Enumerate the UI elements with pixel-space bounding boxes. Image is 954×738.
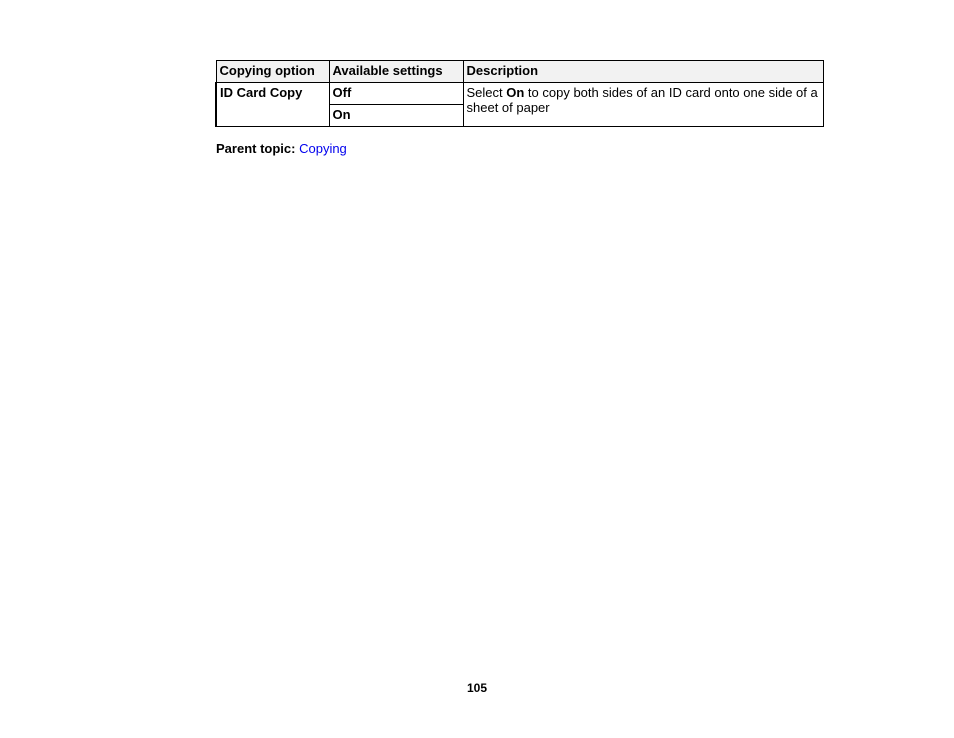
parent-topic-label: Parent topic:	[216, 141, 296, 156]
page-number: 105	[466, 681, 488, 695]
description-prefix: Select	[466, 85, 507, 100]
setting-off: Off	[329, 83, 463, 105]
table-header-row	[216, 61, 824, 83]
table-row	[216, 83, 824, 105]
copy-settings-table	[215, 60, 824, 127]
header-copying-option: Copying option	[216, 61, 329, 83]
header-available-settings: Available settings	[329, 61, 463, 83]
description-id-card-copy	[463, 83, 824, 127]
parent-topic	[216, 141, 347, 156]
parent-topic-link-copying[interactable]: Copying	[299, 141, 347, 156]
description-suffix: to copy both sides of an ID card onto one side of a sheet of paper	[466, 85, 818, 115]
option-id-card-copy: ID Card Copy	[216, 83, 329, 127]
header-description: Description	[463, 61, 824, 83]
setting-on: On	[329, 105, 463, 127]
description-emphasis: On	[506, 85, 525, 100]
